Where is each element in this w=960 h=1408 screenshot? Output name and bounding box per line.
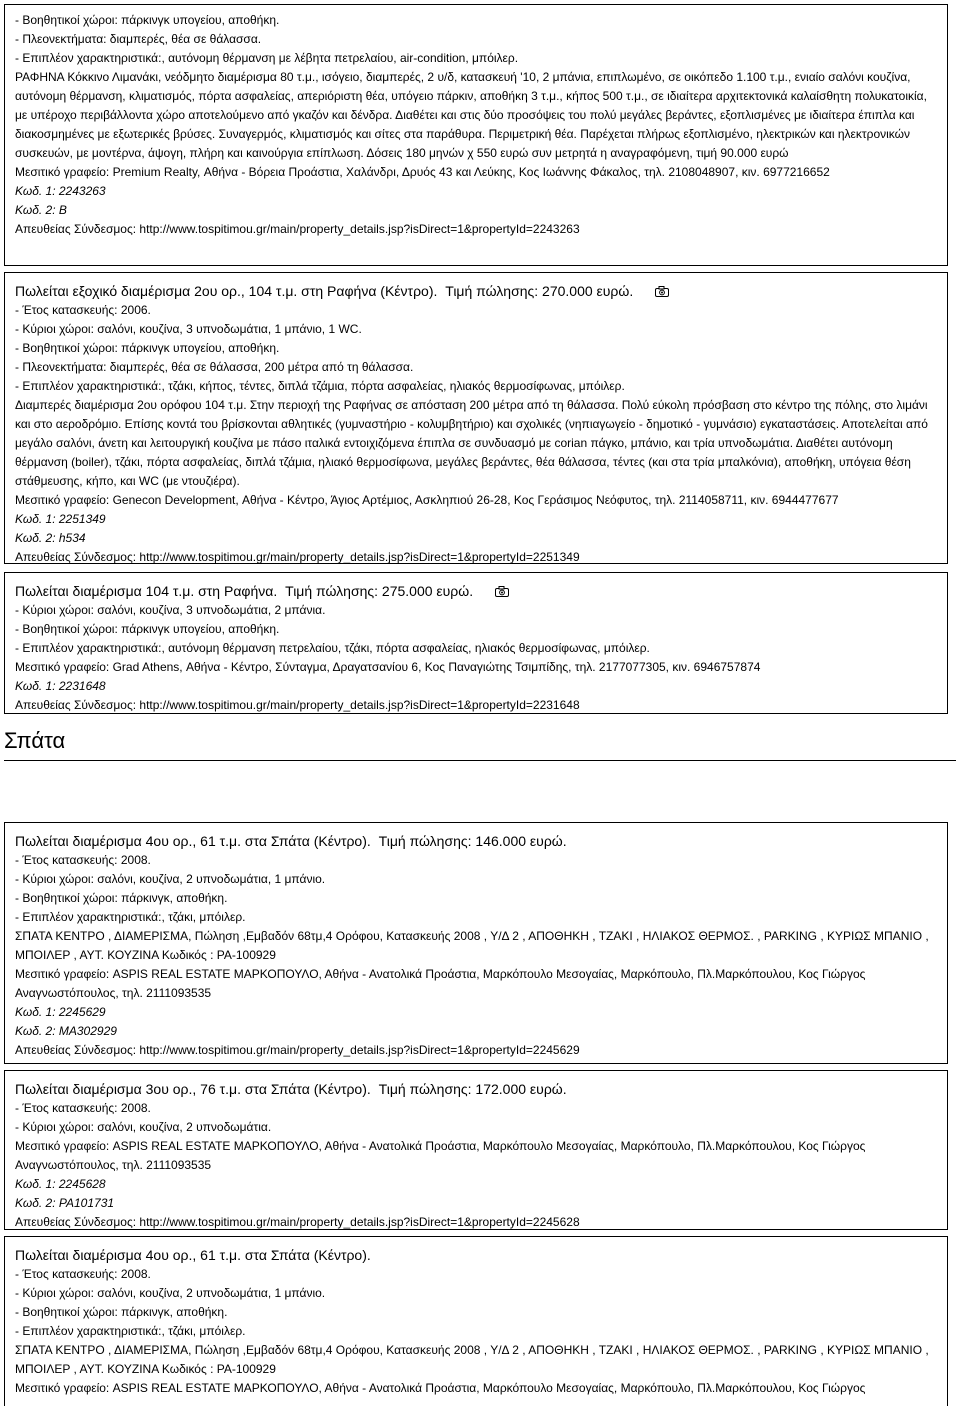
listing-detail: - Επιπλέον χαρακτηριστικά:, τζάκι, μπόιλερ. — [15, 1324, 246, 1338]
listing-card — [4, 1236, 948, 1406]
listing-detail: - Βοηθητικοί χώροι: πάρκινγκ, αποθήκη. — [15, 1305, 228, 1319]
listing-detail: - Κύριοι χώροι: σαλόνι, κουζίνα, 3 υπνοδωμάτια, 1 μπάνιο, 1 WC. — [15, 322, 362, 336]
listing-card — [4, 4, 948, 266]
listing-detail: - Κύριοι χώροι: σαλόνι, κουζίνα, 2 υπνοδωμάτια. — [15, 1120, 272, 1134]
listing-detail: - Επιπλέον χαρακτηριστικά:, αυτόνομη θέρμανση με λέβητα πετρελαίου, air-condition, μπόιλερ. — [15, 51, 519, 65]
direct-link[interactable]: Απευθείας Σύνδεσμος: http://www.tospitimou.gr/main/property_details.jsp?isDirect=1&propertyId=2245629 — [15, 1043, 580, 1057]
listing-detail: - Κύριοι χώροι: σαλόνι, κουζίνα, 2 υπνοδωμάτια, 1 μπάνιο. — [15, 1286, 326, 1300]
listing-detail: - Βοηθητικοί χώροι: πάρκινγκ υπογείου, αποθήκη. — [15, 13, 280, 27]
listing-detail: - Επιπλέον χαρακτηριστικά:, τζάκι, μπόιλερ. — [15, 910, 246, 924]
listing-detail: - Έτος κατασκευής: 2008. — [15, 1101, 151, 1115]
direct-link[interactable]: Απευθείας Σύνδεσμος: http://www.tospitimou.gr/main/property_details.jsp?isDirect=1&propertyId=2251349 — [15, 550, 580, 564]
listing-title: Πωλείται διαμέρισμα 3ου ορ., 76 τ.μ. στα Σπάτα (Κέντρο). — [15, 1081, 371, 1097]
listing-heading — [15, 831, 940, 851]
code-2: Κωδ. 2: PA101731 — [15, 1196, 115, 1210]
listing-price: Τιμή πώλησης: 270.000 ευρώ. — [445, 283, 634, 299]
camera-icon[interactable] — [495, 586, 509, 597]
listing-description: Διαμπερές διαμέρισμα 2ου ορόφου 104 τ.μ. Στην περιοχή της Ραφήνας σε απόσταση 200 μέτρα από τη θάλασσα. Πολύ εύκολη πρόσβαση στο κέντρο της πόλης, στο λιμάνι και στο αεροδρόμιο. Επίσης κοντά του βρίσκονται αθλητικές (γυμναστήριο - κολυμβητήριο) και σχολικές (νηπιαγωγείο - δημοτικό - γυμνάσιο) εγκαταστάσεις. Αποτελείται από μεγάλο σαλόνι, άνετη και λειτουργική κουζίνα με πάσο ιταλικά εντοιχιζόμενα έπιπλα σε συνδυασμό με corian πάγκο, μπάνιο, και τρία υπνοδωμάτια. Διαθέτει αυτόνομη θέρμανση (boiler), τζάκι, πόρτα ασφαλείας, διπλά τζάμια, ηλιακό θερμοσίφωνα, μεγάλες βεράντες, θέα θάλασσα, τέντες (και στα τρία μπαλκόνια), αποθήκη, υπόγεια θέση στάθμευσης, κήπο, και WC (με ντουζιέρα). — [15, 398, 928, 488]
code-2: Κωδ. 2: h534 — [15, 531, 86, 545]
listing-heading — [15, 1079, 940, 1099]
agency-info: Μεσιτικό γραφείο: ASPIS REAL ESTATE ΜΑΡΚΟΠΟΥΛΟ, Αθήνα - Ανατολικά Προάστια, Μαρκόπουλο Μεσογαίας, Μαρκόπουλο, Πλ.Μαρκόπουλου, Κος Γιώργος Αναγνωστόπουλος, τηλ. 2111093535 — [15, 967, 866, 1000]
listing-title: Πωλείται διαμέρισμα 4ου ορ., 61 τ.μ. στα Σπάτα (Κέντρο). — [15, 1247, 371, 1263]
listing-card — [4, 822, 948, 1064]
listing-title: Πωλείται διαμέρισμα 4ου ορ., 61 τ.μ. στα Σπάτα (Κέντρο). — [15, 833, 371, 849]
code-1: Κωδ. 1: 2243263 — [15, 184, 106, 198]
listing-description: ΡΑΦΗΝΑ Κόκκινο Λιμανάκι, νεόδμητο διαμέρισμα 80 τ.μ., ισόγειο, διαμπερές, 2 υ/δ, κατασκευή '10, 2 μπάνια, επιπλωμένο, σε οικόπεδο 1.100 τ.μ., ενιαίο σαλόνι κουζίνα, αυτόνομη θέρμανση, κλιματισμός, πόρτα ασφαλείας, απεριόριστη θέα, υπόγειο πάρκιν, αποθήκη 3 τ.μ., κήπος 500 τ.μ., σε ιδιαίτερα αρχιτεκτονικά καλαίσθητη πολυκατοικία, με υπέροχο περιβάλλοντα χώρο αποτελούμενο από γκαζόν και δένδρα. Διαθέτει και στις δύο προσόψεις του πολύ μεγάλες βεράντες, εξοπλισμένες με ιδιαίτερα έπιπλα και διακοσμημένες με εξωτερικές βρύσες. Συναγερμός, κλιματισμός και σίτες στα παράθυρα. Περιμετρική θέα. Παρέχεται πλήρως εξοπλισμένο, ηλεκτρικών και ηλεκτρονικών συσκευών, με μοντέρνα, άψογη, πλήρη και καινούργια επίπλωση. Δόσεις 180 μηνών χ 550 ευρώ συν μετρητά η αναγραφόμενη, τιμή 90.000 ευρώ — [15, 70, 927, 160]
listing-description: ΣΠΑΤΑ ΚΕΝΤΡΟ , ΔΙΑΜΕΡΙΣΜΑ, Πώληση ,Εμβαδόν 68τμ,4 Ορόφου, Κατασκευής 2008 , Υ/Δ 2 , ΑΠΟΘΗΚΗ , ΤΖΑΚΙ , ΗΛΙΑΚΟΣ ΘΕΡΜΟΣ. , PARKING , ΚΥΡΙΩΣ ΜΠΑΝΙΟ , ΜΠΟΙΛΕΡ , ΑΥΤ. ΚΟΥΖΙΝΑ Κωδικός : PA-100929 — [15, 929, 929, 962]
listing-description: ΣΠΑΤΑ ΚΕΝΤΡΟ , ΔΙΑΜΕΡΙΣΜΑ, Πώληση ,Εμβαδόν 68τμ,4 Ορόφου, Κατασκευής 2008 , Υ/Δ 2 , ΑΠΟΘΗΚΗ , ΤΖΑΚΙ , ΗΛΙΑΚΟΣ ΘΕΡΜΟΣ. , PARKING , ΚΥΡΙΩΣ ΜΠΑΝΙΟ , ΜΠΟΙΛΕΡ , ΑΥΤ. ΚΟΥΖΙΝΑ Κωδικός : PA-100929 — [15, 1343, 929, 1376]
listing-price: Τιμή πώλησης: 146.000 ευρώ. — [378, 833, 567, 849]
direct-link[interactable]: Απευθείας Σύνδεσμος: http://www.tospitimou.gr/main/property_details.jsp?isDirect=1&propertyId=2245628 — [15, 1215, 580, 1229]
listing-detail: - Βοηθητικοί χώροι: πάρκινγκ υπογείου, αποθήκη. — [15, 622, 280, 636]
listing-card — [4, 1070, 948, 1230]
listing-detail: - Πλεονεκτήματα: διαμπερές, θέα σε θάλασσα. — [15, 32, 262, 46]
agency-info: Μεσιτικό γραφείο: Genecon Development, Αθήνα - Κέντρο, Άγιος Αρτέμιος, Ασκληπιού 26-28, Κος Γεράσιμος Νεόφυτος, τηλ. 2114058711, κιν. 6944477677 — [15, 493, 839, 507]
code-2: Κωδ. 2: MA302929 — [15, 1024, 117, 1038]
listing-detail: - Έτος κατασκευής: 2008. — [15, 1267, 151, 1281]
listing-price: Τιμή πώλησης: 275.000 ευρώ. — [285, 583, 474, 599]
listing-detail: - Επιπλέον χαρακτηριστικά:, αυτόνομη θέρμανση πετρελαίου, τζάκι, πόρτα ασφαλείας, ηλιακός θερμοσίφωνας, μπόιλερ. — [15, 641, 650, 655]
listing-detail: - Βοηθητικοί χώροι: πάρκινγκ, αποθήκη. — [15, 891, 228, 905]
listing-price: Τιμή πώλησης: 172.000 ευρώ. — [378, 1081, 567, 1097]
code-1: Κωδ. 1: 2245629 — [15, 1005, 106, 1019]
listing-title: Πωλείται εξοχικό διαμέρισμα 2ου ορ., 104 τ.μ. στη Ραφήνα (Κέντρο). — [15, 283, 438, 299]
direct-link[interactable]: Απευθείας Σύνδεσμος: http://www.tospitimou.gr/main/property_details.jsp?isDirect=1&propertyId=2231648 — [15, 698, 580, 712]
code-1: Κωδ. 1: 2245628 — [15, 1177, 106, 1191]
code-1: Κωδ. 1: 2231648 — [15, 679, 106, 693]
section-title: Σπάτα — [4, 728, 66, 753]
agency-info: Μεσιτικό γραφείο: ASPIS REAL ESTATE ΜΑΡΚΟΠΟΥΛΟ, Αθήνα - Ανατολικά Προάστια, Μαρκόπουλο Μεσογαίας, Μαρκόπουλο, Πλ.Μαρκόπουλου, Κος Γιώργος Αναγνωστόπουλος, τηλ. 2111093535 — [15, 1139, 866, 1172]
agency-info: Μεσιτικό γραφείο: Grad Athens, Αθήνα - Κέντρο, Σύνταγμα, Δραγατσανίου 6, Κος Παναγιώτης Τσιμπίδης, τηλ. 2177077305, κιν. 6946757874 — [15, 660, 761, 674]
agency-info: Μεσιτικό γραφείο: ASPIS REAL ESTATE ΜΑΡΚΟΠΟΥΛΟ, Αθήνα - Ανατολικά Προάστια, Μαρκόπουλο Μεσογαίας, Μαρκόπουλο, Πλ.Μαρκόπουλου, Κος Γιώργος — [15, 1381, 866, 1395]
listing-heading — [15, 581, 940, 601]
direct-link[interactable]: Απευθείας Σύνδεσμος: http://www.tospitimou.gr/main/property_details.jsp?isDirect=1&propertyId=2243263 — [15, 222, 580, 236]
listing-heading — [15, 281, 940, 301]
listing-detail: - Βοηθητικοί χώροι: πάρκινγκ υπογείου, αποθήκη. — [15, 341, 280, 355]
listing-card — [4, 572, 948, 714]
camera-icon[interactable] — [655, 286, 669, 297]
listing-card — [4, 272, 948, 564]
listing-title: Πωλείται διαμέρισμα 104 τ.μ. στη Ραφήνα. — [15, 583, 278, 599]
code-2: Κωδ. 2: Β — [15, 203, 67, 217]
listing-detail: - Πλεονεκτήματα: διαμπερές, θέα σε θάλασσα, 200 μέτρα από τη θάλασσα. — [15, 360, 414, 374]
agency-info: Μεσιτικό γραφείο: Premium Realty, Αθήνα - Βόρεια Προάστια, Χαλάνδρι, Δρυός 43 και Λεύκης, Κος Ιωάννης Φάκαλος, τηλ. 2108048907, κιν. 6977216652 — [15, 165, 830, 179]
listing-detail: - Έτος κατασκευής: 2006. — [15, 303, 151, 317]
listing-detail: - Επιπλέον χαρακτηριστικά:, τζάκι, κήπος, τέντες, διπλά τζάμια, πόρτα ασφαλείας, ηλιακός θερμοσίφωνας, μπόιλερ. — [15, 379, 625, 393]
listing-heading — [15, 1245, 940, 1265]
listing-detail: - Κύριοι χώροι: σαλόνι, κουζίνα, 2 υπνοδωμάτια, 1 μπάνιο. — [15, 872, 326, 886]
listing-detail: - Κύριοι χώροι: σαλόνι, κουζίνα, 3 υπνοδωμάτια, 2 μπάνια. — [15, 603, 326, 617]
section-divider — [4, 760, 956, 761]
code-1: Κωδ. 1: 2251349 — [15, 512, 106, 526]
listing-detail: - Έτος κατασκευής: 2008. — [15, 853, 151, 867]
